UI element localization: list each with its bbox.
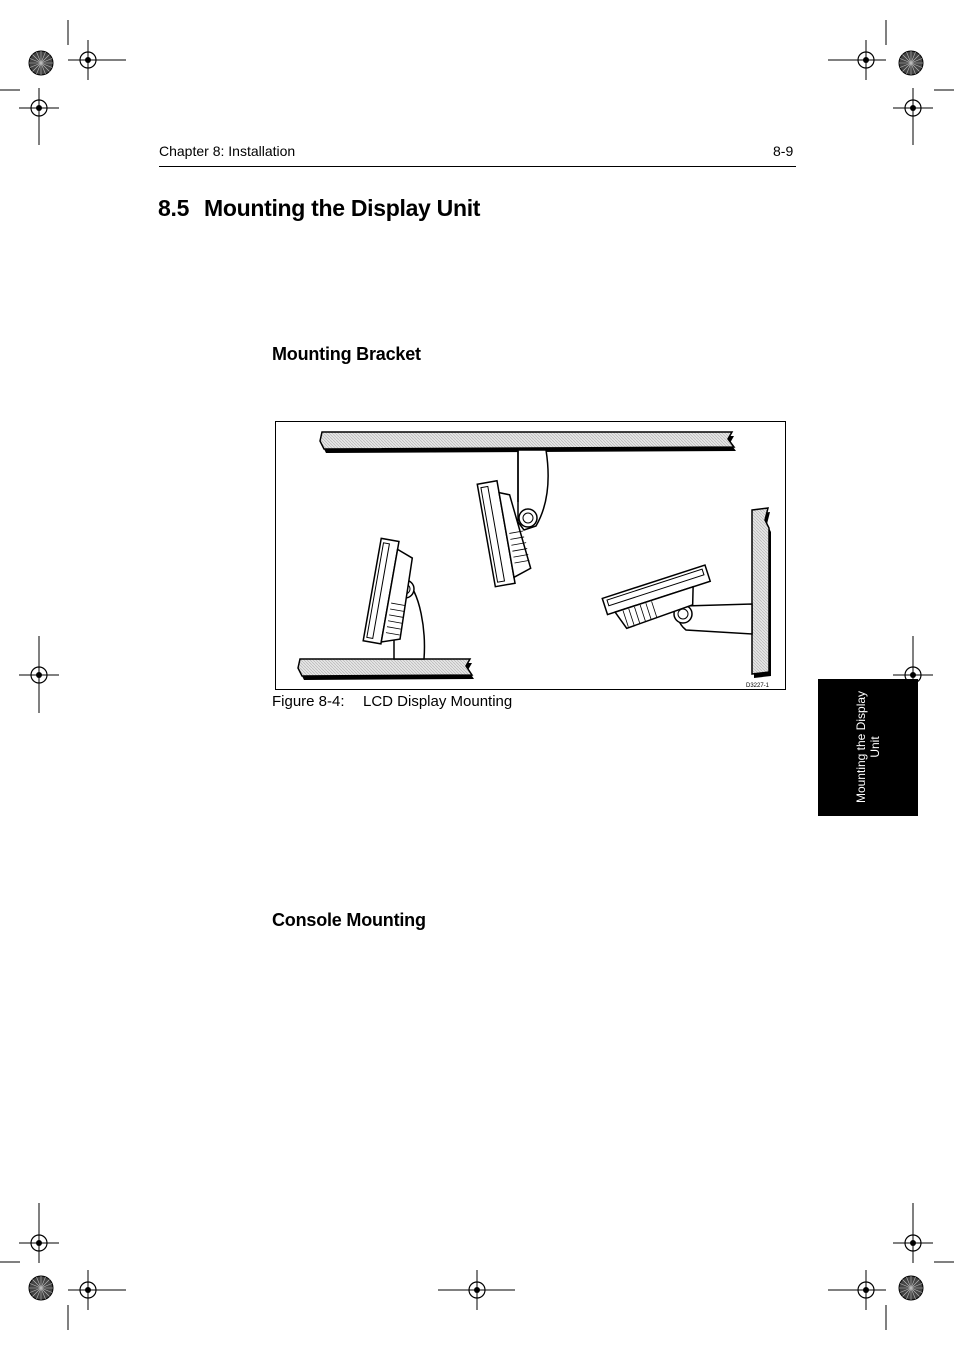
mounting-illustration bbox=[276, 422, 786, 690]
side-thumb-tab bbox=[818, 679, 918, 816]
overhead-bracket bbox=[518, 450, 548, 530]
section-number: 8.5 bbox=[158, 195, 190, 221]
header-rule bbox=[159, 166, 796, 167]
side-tab-label: Mounting the Display Unit bbox=[854, 690, 882, 804]
drawing-code: D3227-1 bbox=[746, 683, 770, 689]
section-title-text: Mounting the Display Unit bbox=[204, 195, 481, 221]
figure-lcd-display-mounting bbox=[275, 421, 786, 690]
figure-caption: LCD Display Mounting bbox=[363, 693, 513, 710]
subheading-mounting-bracket: Mounting Bracket bbox=[272, 344, 421, 364]
section-title bbox=[158, 195, 480, 222]
base-surface bbox=[298, 659, 474, 680]
figure-number: Figure 8-4: bbox=[272, 693, 345, 710]
wall-surface bbox=[752, 508, 771, 678]
page-number: 8-9 bbox=[773, 143, 794, 159]
wall-bracket bbox=[674, 604, 752, 634]
running-header-chapter: Chapter 8: Installation bbox=[159, 143, 296, 159]
subheading-console-mounting: Console Mounting bbox=[272, 910, 426, 930]
